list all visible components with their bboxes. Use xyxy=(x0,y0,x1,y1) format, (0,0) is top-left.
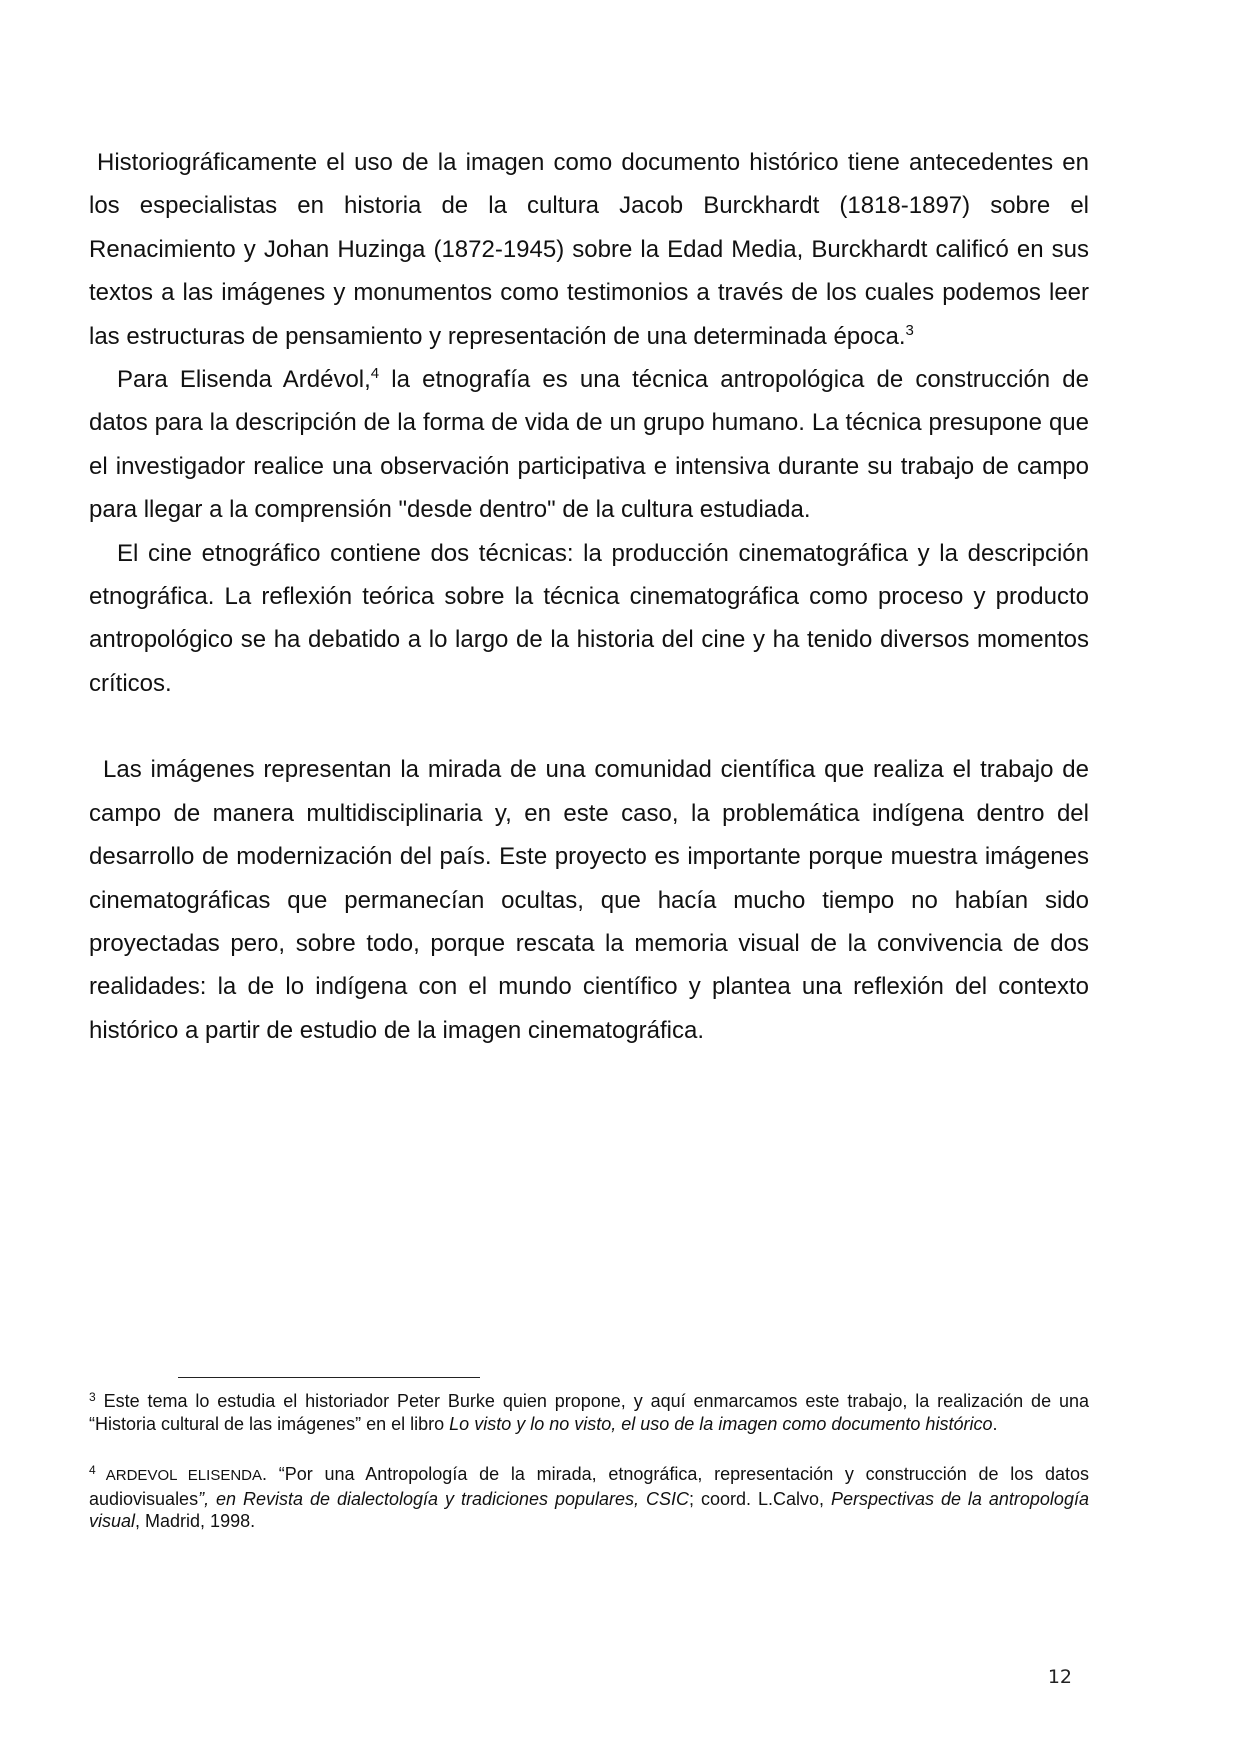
footnote-4-journal: Revista de dialectología y tradiciones populares, CSIC xyxy=(243,1488,689,1509)
footnote-4-end: , Madrid, 1998. xyxy=(135,1511,256,1531)
footnote-4-coord: ; coord. L.Calvo, xyxy=(689,1488,831,1509)
footnote-3-book-title: Lo visto y lo no visto, el uso de la imagen como documento histórico xyxy=(449,1413,993,1434)
footnote-4-author: ARDEVOL ELISENDA xyxy=(95,1467,262,1484)
paragraph-4 xyxy=(89,748,1089,1052)
footnote-4-article-title: . “Por una Antropología de la mirada, etnográfica, representación y construcción de los datos audiovisuales xyxy=(89,1464,1089,1509)
paragraph-gap xyxy=(89,705,1089,748)
footnote-4-marker: 4 xyxy=(89,1463,96,1477)
body-text xyxy=(89,141,1089,1052)
paragraph-2 xyxy=(89,358,1089,532)
footnote-ref-4[interactable]: 4 xyxy=(370,365,380,383)
footnote-separator xyxy=(178,1377,480,1378)
footnote-4-connector: ”, en xyxy=(198,1488,244,1509)
footnote-ref-3[interactable]: 3 xyxy=(905,321,914,339)
footnote-3-text: Este tema lo estudia el historiador Peter Burke quien propone, y aquí enmarcamos este trabajo, la realización de una “Historia cultural de las imágenes” en el libro xyxy=(89,1391,1089,1434)
footnote-3-marker: 3 xyxy=(89,1390,96,1404)
footnotes xyxy=(89,1390,1089,1533)
paragraph-1 xyxy=(89,141,1089,358)
footnote-3-end: . xyxy=(992,1413,998,1434)
paragraph-2-text-end: la etnografía es una técnica antropológica de construcción de datos para la descripción de la forma de vida de un grupo humano. La técnica presupone que el investigador realice una observación participativa e intensiva durante su trabajo de campo para llegar a la comprensión "desde dentro" de la cultura estudiada. xyxy=(89,366,1089,524)
paragraph-3-text: El cine etnográfico contiene dos técnicas: la producción cinematográfica y la descripción etnográfica. La reflexión teórica sobre la técnica cinematográfica como proceso y producto antropológico se ha debatido a lo largo de la historia del cine y ha tenido diversos momentos críticos. xyxy=(89,539,1089,697)
paragraph-4-text: Las imágenes representan la mirada de una comunidad científica que realiza el trabajo de campo de manera multidisciplinaria y, en este caso, la problemática indígena dentro del desarrollo de modernización del país. Este proyecto es importante porque muestra imágenes cinematográficas que permanecían ocultas, que hacía mucho tiempo no habían sido proyectadas pero, sobre todo, porque rescata la memoria visual de la convivencia de dos realidades: la de lo indígena con el mundo científico y plantea una reflexión del contexto histórico a partir de estudio de la imagen cinematográfica. xyxy=(89,756,1089,1044)
footnote-3 xyxy=(89,1390,1089,1435)
paragraph-1-text: Historiográficamente el uso de la imagen como documento histórico tiene antecedentes en los especialistas en historia de la cultura Jacob Burckhardt (1818-1897) sobre el Renacimiento y Johan Huzinga (1872-1945) sobre la Edad Media, Burckhardt calificó en sus textos a las imágenes y monumentos como testimonios a través de los cuales podemos leer las estructuras de pensamiento y representación de una determinada época. xyxy=(89,149,1089,350)
footnote-4-book-title: Perspectivas de la antropología visual xyxy=(89,1488,1089,1531)
footnote-4 xyxy=(89,1463,1089,1533)
paragraph-2-text-start: Para Elisenda Ardévol, xyxy=(117,366,371,394)
page-number: 12 xyxy=(1047,1666,1072,1688)
paragraph-3 xyxy=(89,532,1089,706)
